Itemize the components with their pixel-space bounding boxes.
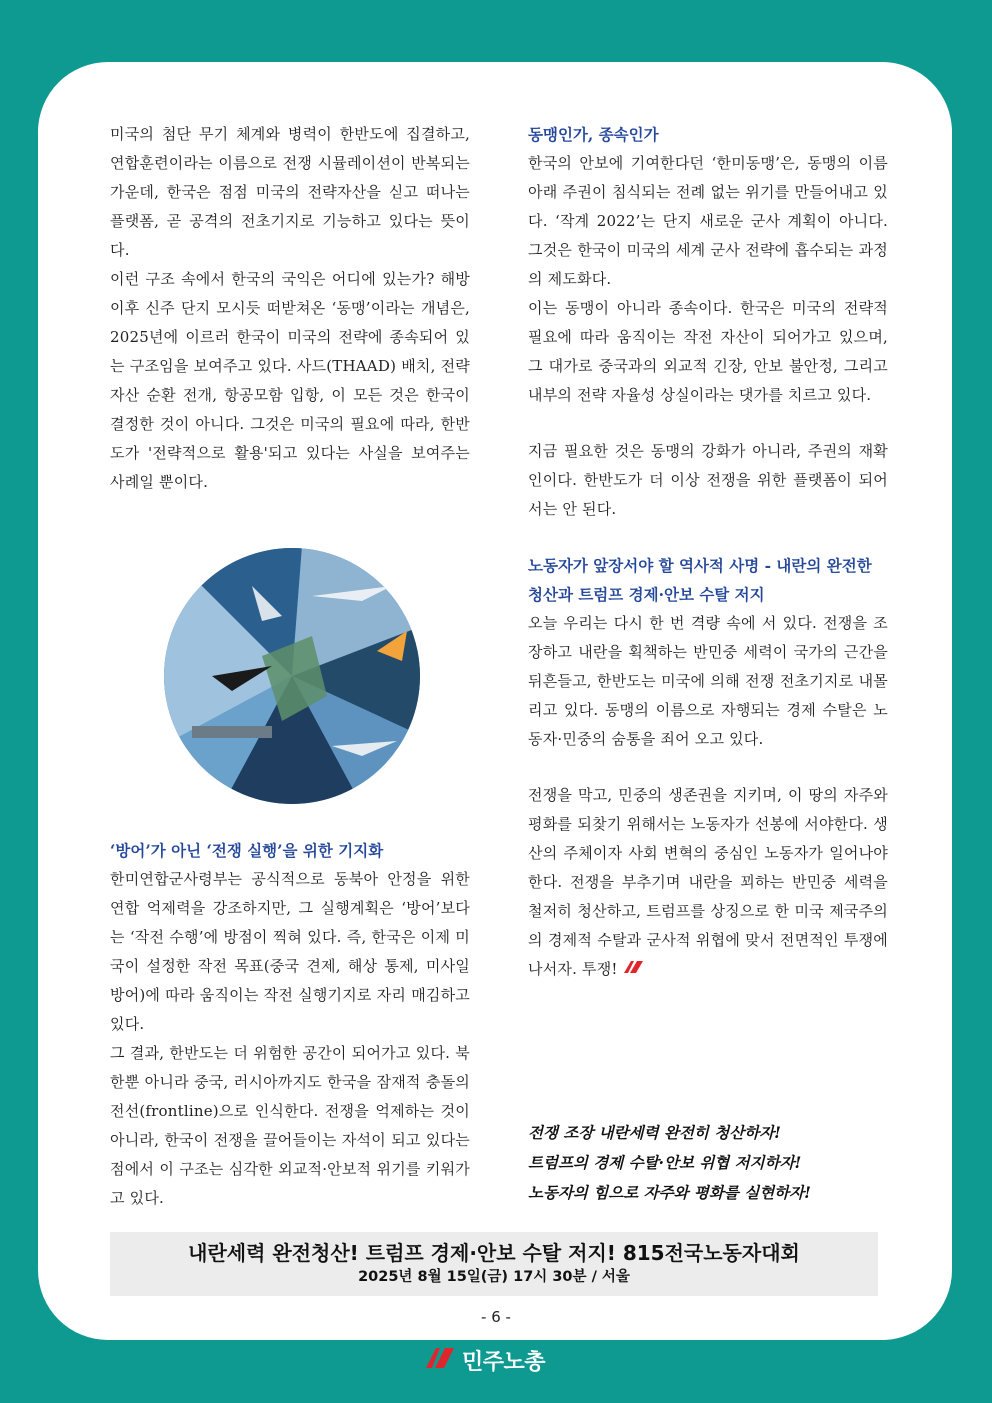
slogan-list: [528, 1118, 811, 1208]
right-paragraph-2: 이는 동맹이 아니라 종속이다. 한국은 미국의 전략적 필요에 따라 움직이는 작전 자산이 되어가고 있으며, 그 대가로 중국과의 외교적 긴장, 안보 불안정, 그리고 내부의 전략 자율성 상실이라는 댓가를 치르고 있다.: [528, 299, 888, 404]
right-paragraph-5: [528, 781, 888, 985]
left-paragraph-2: 이런 구조 속에서 한국의 국익은 어디에 있는가? 해방 이후 신주 단지 모시듯 떠받쳐온 ‘동맹’이라는 개념은, 2025년에 이르러 한국이 미국의 전략에 종속되어 있는 구조임을 보여주고 있다. 사드(THAAD) 배치, 전략자산 순환 전개, 항공모함 입항, 이 모든 것은 한국이 결정한 것이 아니다. 그것은 미국의 필요에 따라, 한반도가 '전략적으로 활용'되고 있다는 사실을 보여주는 사례일 뿐이다.: [110, 270, 470, 491]
left-paragraph-4: 그 결과, 한반도는 더 위험한 공간이 되어가고 있다. 북한뿐 아니라 중국, 러시아까지도 한국을 잠재적 충돌의 전선(frontline)으로 인식한다. 전쟁을 억제하는 것이 아니라, 한국이 전쟁을 끌어들이는 자석이 되고 있다는 점에서 이 구조는 심각한 외교적·안보적 위기를 키워가고 있다.: [110, 1044, 470, 1207]
banner-title: 내란세력 완전청산! 트럼프 경제·안보 수탈 저지! 815전국노동자대회: [188, 1241, 800, 1265]
right-column: [528, 120, 888, 985]
page-number: - 6 -: [481, 1308, 511, 1326]
kctu-mark-icon: [622, 956, 644, 985]
military-assets-infographic: [162, 546, 422, 806]
right-heading-mission: 노동자가 앞장서야 할 역사적 사명 - 내란의 완전한 청산과 트럼프 경제·안보 수탈 저지: [528, 556, 872, 604]
left-paragraph-1: 미국의 첨단 무기 체계와 병력이 한반도에 집결하고, 연합훈련이라는 이름으로 전쟁 시뮬레이션이 반복되는 가운데, 한국은 점점 미국의 전략자산을 싣고 떠나는 플랫폼, 곧 공격의 전초기지로 기능하고 있다는 뜻이다.: [110, 125, 470, 259]
left-paragraph-3: 한미연합군사령부는 공식적으로 동북아 안정을 위한 연합 억제력을 강조하지만, 그 실행계획은 ‘방어’보다는 ‘작전 수행’에 방점이 찍혀 있다. 즉, 한국은 이제 미국이 설정한 작전 목표(중국 견제, 해상 통제, 미사일 방어)에 따라 움직이는 작전 실행기지로 자리 매김하고 있다.: [110, 870, 470, 1033]
slogan-3: 노동자의 힘으로 자주와 평화를 실현하자!: [528, 1183, 811, 1202]
left-heading-base: ‘방어’가 아닌 ‘전쟁 실행’을 위한 기지화: [110, 841, 384, 860]
slogan-2: 트럼프의 경제 수탈·안보 위협 저지하자!: [528, 1153, 802, 1172]
spacer: [528, 524, 888, 551]
footer-logo: [424, 1343, 545, 1377]
right-paragraph-1: 한국의 안보에 기여한다던 ‘한미동맹’은, 동맹의 이름 아래 주권이 침식되는 전례 없는 위기를 만들어내고 있다. ‘작계 2022’는 단지 새로운 군사 계획이 아니다. 그것은 한국이 미국의 세계 군사 전략에 흡수되는 과정의 제도화다.: [528, 154, 888, 288]
right-paragraph-5-text: 전쟁을 막고, 민중의 생존권을 지키며, 이 땅의 자주와 평화를 되찾기 위해서는 노동자가 선봉에 서야한다. 생산의 주체이자 사회 변혁의 중심인 노동자가 일어나야 한다. 전쟁을 부추기며 내란을 꾀하는 반민중 세력을 철저히 청산하고, 트럼프를 상징으로 한 미국 제국주의의 경제적 수탈과 군사적 위협에 맞서 전면적인 투쟁에 나서자. 투쟁!: [528, 786, 888, 978]
left-column: [110, 120, 470, 497]
banner-subtitle: 2025년 8월 15일(금) 17시 30분 / 서울: [358, 1269, 630, 1285]
event-banner: [110, 1232, 878, 1296]
slogan-1: 전쟁 조장 내란세력 완전히 청산하자!: [528, 1123, 781, 1142]
spacer: [528, 754, 888, 781]
right-heading-alliance: 동맹인가, 종속인가: [528, 125, 659, 144]
right-paragraph-3: 지금 필요한 것은 동맹의 강화가 아니라, 주권의 재확인이다. 한반도가 더 이상 전쟁을 위한 플랫폼이 되어서는 안 된다.: [528, 442, 888, 518]
kctu-logo-icon: [424, 1346, 456, 1374]
right-paragraph-4: 오늘 우리는 다시 한 번 격량 속에 서 있다. 전쟁을 조장하고 내란을 획책하는 반민중 세력이 국가의 근간을 뒤흔들고, 한반도는 미국에 의해 전쟁 전초기지로 내몰리고 있다. 동맹의 이름으로 자행되는 경제 수탈은 노동자·민중의 숨통을 죄어 오고 있다.: [528, 614, 888, 748]
infographic-image: [162, 546, 422, 806]
footer-logo-text: 민주노총: [462, 1349, 546, 1375]
left-column-lower: [110, 836, 470, 1213]
spacer: [528, 410, 888, 437]
